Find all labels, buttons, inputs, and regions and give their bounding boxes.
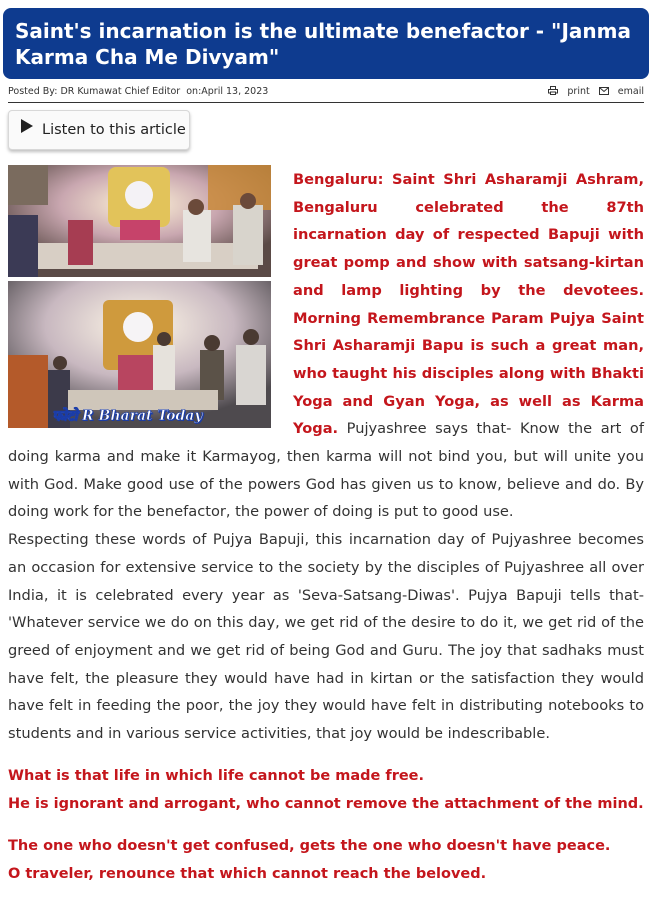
verse-block-2: [8, 833, 644, 888]
article-title: Saint's incarnation is the ultimate benefactor - "Janma Karma Cha Me Divyam": [15, 19, 631, 69]
article-lead: Bengaluru: Saint Shri Asharamji Ashram, Bengaluru celebrated the 87th incarnation day of respected Bapuji with great pomp and show with satsang-kirtan and lamp lighting by the devotees. Morning Remembrance Param Pujya Saint Shri Asharamji Bapu is such a great man, who taught his disciples along with Bhakti Yoga and Gyan Yoga, as well as Karma Yoga.: [293, 171, 644, 438]
verse-line: What is that life in which life cannot be made free.: [8, 768, 425, 784]
photo-float-space: [8, 166, 293, 436]
email-link[interactable]: [599, 86, 644, 97]
article-meta: [8, 86, 644, 103]
article-paragraph-2: Respecting these words of Pujya Bapuji, this incarnation day of Pujyashree becomes an occasion for extensive service to the society by the disciples of Pujyashree all over India, it is celebrated every year as 'Seva-Satsang-Diwas'. Pujya Bapuji tells that- 'Whatever service we do on this day, we get rid of the desire to do it, we get rid of the greed of enjoyment and we get rid of being God and Guru. The joy that sadhaks must have felt, the pleasure they would have had in kirtan or the satisfaction they would have felt in feeding the poor, the joy they would have felt in distributing notebooks to students and in various service activities, that joy would be indescribable.: [8, 531, 644, 743]
verse-line: He is ignorant and arrogant, who cannot remove the attachment of the mind.: [8, 795, 644, 812]
article-title-bar: [3, 8, 649, 79]
play-icon: [21, 119, 33, 133]
article-paragraph-1-rest: Pujyashree says that- Know the art of doing karma and make it Karmayog, then karma will not bind you, but will unite you with God. Make good use of the powers God has given us to know, believe and do. By doing work for the benefactor, the power of doing is put to good use.: [8, 420, 644, 521]
article-body: [8, 166, 644, 748]
listen-label: Listen to this article: [42, 122, 186, 138]
envelope-icon: [599, 87, 609, 95]
email-label: email: [617, 86, 644, 97]
print-label: print: [567, 86, 590, 97]
photo-caption: फोटो R Bharat Today: [52, 408, 203, 424]
print-link[interactable]: [548, 86, 592, 97]
verse-line: The one who doesn't get confused, gets the one who doesn't have peace.: [8, 838, 611, 854]
posted-on: on:April 13, 2023: [186, 86, 269, 97]
verse-line: O traveler, renounce that which cannot reach the beloved.: [8, 865, 487, 882]
verse-block-1: [8, 763, 644, 818]
share-links: [542, 86, 644, 97]
listen-article-button[interactable]: [8, 110, 190, 150]
posted-by: Posted By: DR Kumawat Chief Editor: [8, 86, 181, 97]
printer-icon: [548, 86, 558, 95]
